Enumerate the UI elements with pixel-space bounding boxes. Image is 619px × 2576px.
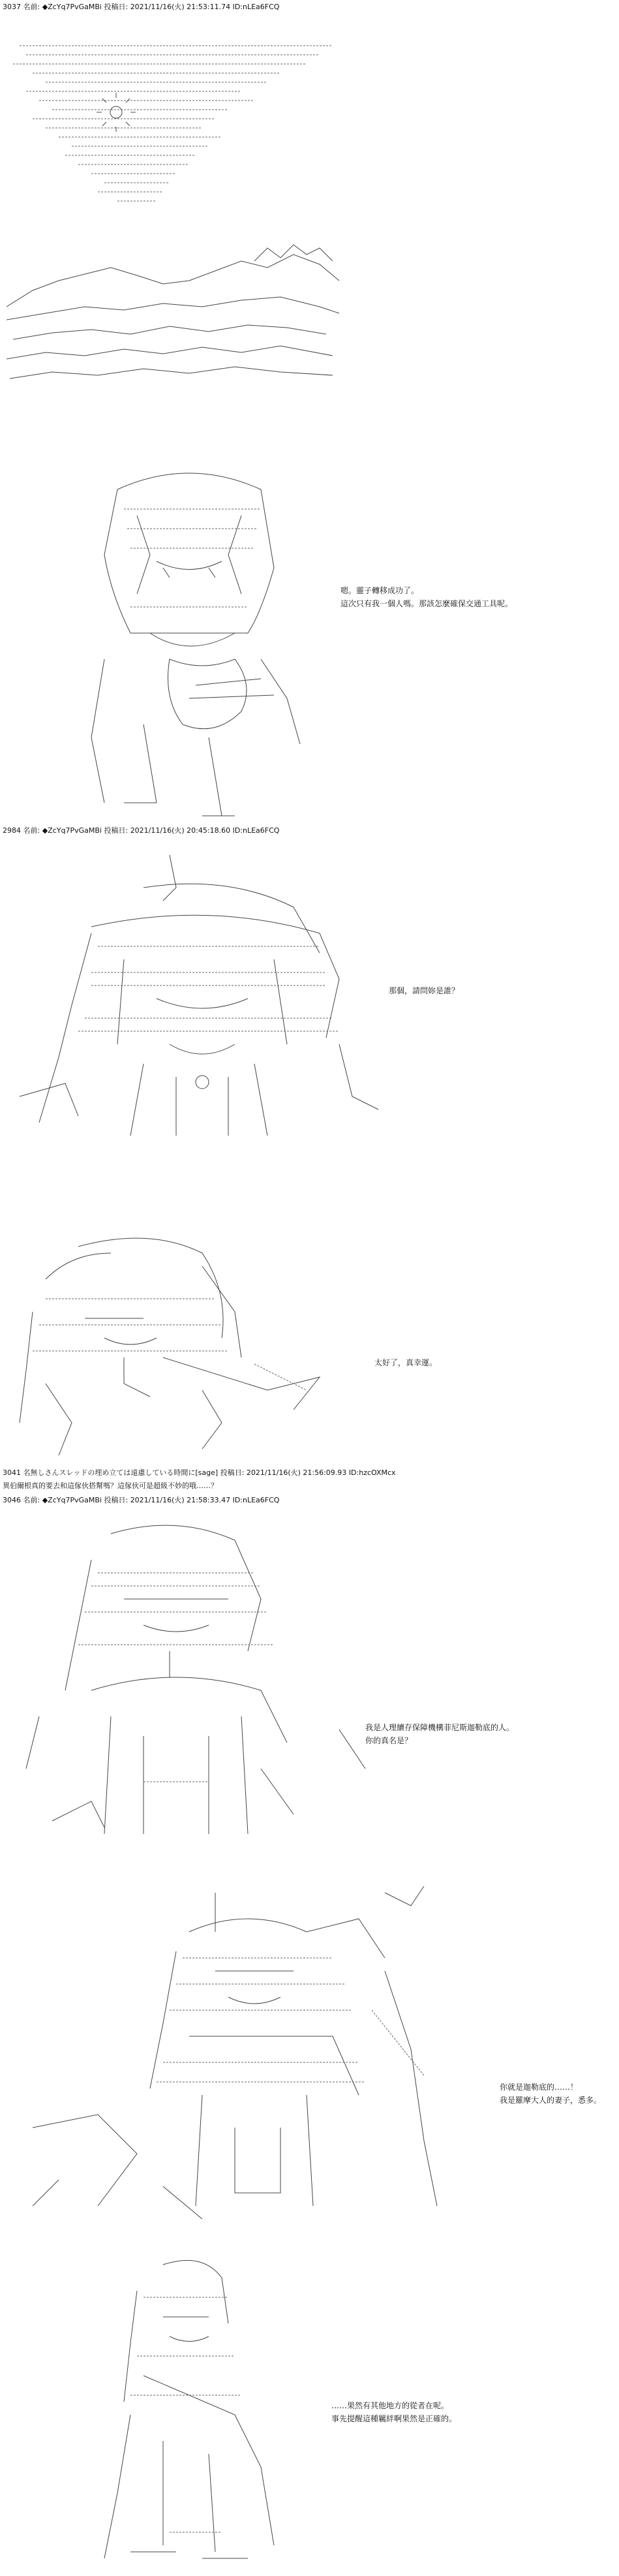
character-art-panel-6 bbox=[65, 2245, 313, 2571]
trip-code: ◆ZcYq7PvGaMBi bbox=[42, 826, 102, 835]
post-number: 2984 bbox=[3, 826, 21, 835]
dialogue-line: 嗯。靈子轉移成功了。 bbox=[340, 586, 419, 595]
dialogue-line: 太好了，真幸運。 bbox=[374, 1358, 438, 1367]
name-label: 名前: bbox=[23, 3, 40, 11]
dialogue-line: 這次只有我一個人嗎。那該怎麼確保交通工具呢。 bbox=[340, 599, 513, 608]
character-art-panel-5 bbox=[20, 1880, 463, 2232]
post-date: 2021/11/16(火) 21:58:33.47 bbox=[130, 1496, 231, 1504]
date-label: 投稿日: bbox=[104, 826, 128, 835]
post-number: 3046 bbox=[3, 1496, 21, 1504]
character-art-panel-3 bbox=[7, 1227, 372, 1462]
post-id: ID:nLEa6FCQ bbox=[232, 826, 280, 835]
name-label: 名無しさんスレッドの埋め立ては遠慮している時間に[sage] bbox=[23, 1468, 219, 1477]
dialogue-line: 我是人理續存保障機構菲尼斯迦勒底的人。 bbox=[365, 1723, 515, 1732]
name-label: 名前: bbox=[23, 826, 40, 835]
post-id: ID:nLEa6FCQ bbox=[232, 1496, 280, 1504]
post-date: 2021/11/16(火) 21:53:11.74 bbox=[130, 3, 231, 11]
post-body-3041: 異伯爾根真的要去和這傢伙搭幫嗎？這傢伙可是超級不妙的哦……？ bbox=[3, 1482, 218, 1490]
date-label: 投稿日: bbox=[104, 3, 128, 11]
dialogue-3046-1 bbox=[365, 1721, 514, 1747]
character-art-panel-4 bbox=[13, 1521, 378, 1847]
trip-code: ◆ZcYq7PvGaMBi bbox=[42, 1496, 102, 1504]
post-number: 3037 bbox=[3, 3, 21, 11]
post-number: 3041 bbox=[3, 1468, 21, 1477]
dialogue-3046-2 bbox=[500, 2081, 601, 2107]
dialogue-line: 你的真名是？ bbox=[365, 1736, 413, 1745]
dialogue-line: ……果然有其他地方的從者在呢。 bbox=[331, 2401, 449, 2410]
dialogue-line: 你就是迦勒底的……！ bbox=[500, 2083, 579, 2092]
landscape-sun-art bbox=[7, 33, 346, 457]
dialogue-2984-2 bbox=[374, 1356, 437, 1369]
post-header-3041 bbox=[3, 1468, 396, 1478]
date-label: 投稿日: bbox=[104, 1496, 128, 1504]
post-id: ID:hzcOXMcx bbox=[348, 1468, 396, 1477]
post-date: 2021/11/16(火) 21:56:09.93 bbox=[246, 1468, 347, 1477]
dialogue-3037-1 bbox=[340, 584, 513, 610]
character-art-panel-1 bbox=[65, 463, 313, 829]
dialogue-line: 我是羅摩大人的妻子，悉多。 bbox=[500, 2096, 602, 2105]
dialogue-line: 那個，請問妳是誰？ bbox=[389, 986, 460, 995]
post-header-3046 bbox=[3, 1496, 279, 1505]
trip-code: ◆ZcYq7PvGaMBi bbox=[42, 3, 102, 11]
post-header-3037 bbox=[3, 3, 279, 12]
post-id: ID:nLEa6FCQ bbox=[232, 3, 280, 11]
post-date: 2021/11/16(火) 20:45:18.60 bbox=[130, 826, 231, 835]
character-art-panel-2 bbox=[13, 848, 404, 1149]
name-label: 名前: bbox=[23, 1496, 40, 1504]
date-label: 投稿日: bbox=[220, 1468, 245, 1477]
dialogue-2984-1 bbox=[389, 984, 459, 997]
dialogue-line: 事先提醒這種羈絆啊果然是正確的。 bbox=[331, 2414, 457, 2423]
post-header-2984 bbox=[3, 826, 279, 835]
dialogue-3046-3 bbox=[331, 2399, 457, 2425]
